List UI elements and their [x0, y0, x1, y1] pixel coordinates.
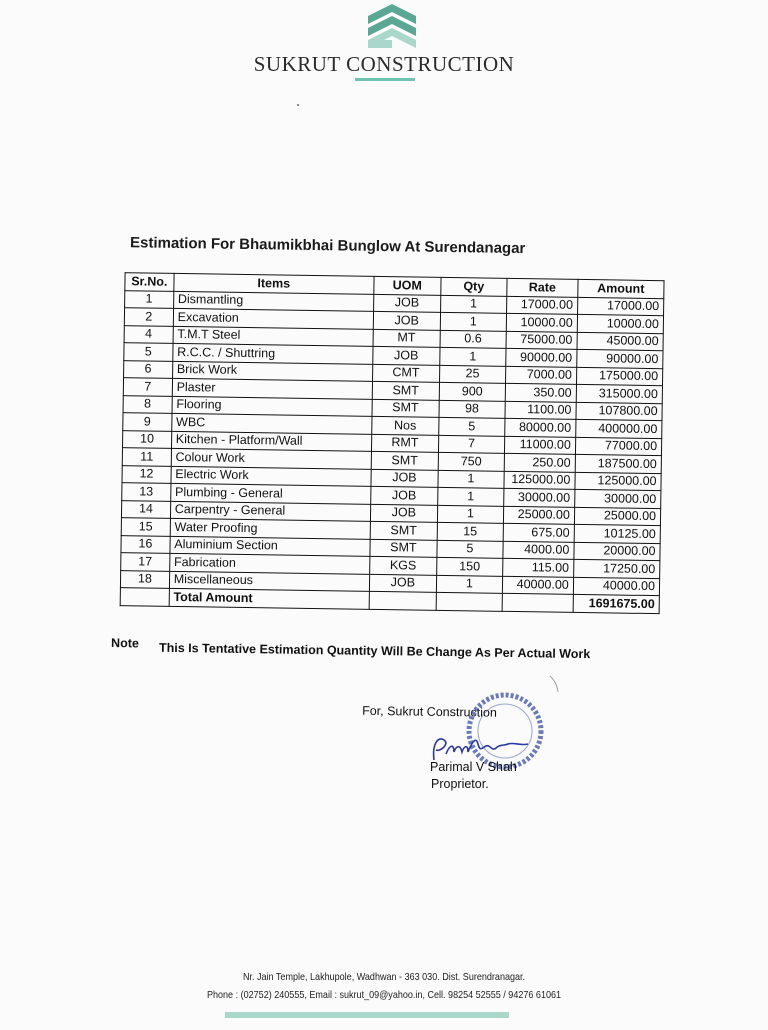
row-sr-no: 7 [123, 378, 172, 396]
total-blank-sr [120, 588, 169, 606]
row-amount: 17250.00 [573, 559, 659, 578]
row-amount: 187500.00 [575, 454, 661, 473]
row-uom: JOB [370, 504, 437, 522]
row-qty: 1 [436, 575, 503, 593]
row-uom: KGS [370, 556, 437, 574]
row-amount: 40000.00 [573, 577, 659, 596]
row-item: T.M.T Steel [173, 326, 373, 346]
row-uom: SMT [370, 539, 437, 557]
company-name: SUKRUT CONSTRUCTION [253, 52, 515, 76]
row-item: Plumbing - General [170, 483, 370, 503]
row-amount: 125000.00 [575, 472, 661, 491]
row-rate: 350.00 [505, 383, 576, 402]
row-uom: RMT [371, 434, 438, 452]
row-amount: 400000.00 [576, 419, 662, 438]
row-sr-no: 14 [121, 500, 170, 518]
estimation-title: Estimation For Bhaumikbhai Bunglow At Surendanagar [129, 234, 526, 258]
total-blank-rate [502, 593, 573, 612]
row-rate: 30000.00 [504, 488, 575, 507]
row-qty: 98 [439, 400, 506, 418]
row-sr-no: 12 [122, 465, 171, 483]
row-sr-no: 15 [121, 518, 170, 536]
row-item: WBC [171, 413, 371, 433]
row-uom: JOB [373, 311, 440, 329]
row-uom: Nos [372, 416, 439, 434]
row-sr-no: 11 [122, 448, 171, 466]
row-uom: JOB [373, 294, 440, 312]
row-item: Electric Work [171, 466, 371, 486]
total-blank-qty [436, 592, 503, 610]
row-qty: 1 [437, 505, 504, 523]
row-item: Miscellaneous [169, 571, 369, 591]
row-sr-no: 5 [124, 343, 173, 361]
row-amount: 20000.00 [574, 542, 660, 561]
row-amount: 90000.00 [577, 349, 663, 368]
row-qty: 1 [437, 487, 504, 505]
footer-address: Nr. Jain Temple, Lakhupole, Wadhwan - 363 030. Dist. Surendranagar. [242, 971, 526, 983]
row-qty: 1 [440, 347, 507, 365]
col-header-items: Items [174, 273, 374, 293]
row-amount: 315000.00 [576, 384, 662, 403]
note-text: This Is Tentative Estimation Quantity Will Be Change As Per Actual Work [158, 640, 591, 662]
row-item: Brick Work [172, 361, 372, 381]
row-item: Carpentry - General [170, 501, 370, 521]
row-uom: SMT [372, 381, 439, 399]
table-body [120, 290, 663, 595]
row-item: Colour Work [171, 448, 371, 468]
col-header-uom: UOM [374, 276, 441, 294]
row-amount: 107800.00 [576, 402, 662, 421]
row-rate: 25000.00 [503, 506, 574, 525]
row-qty: 25 [439, 365, 506, 383]
row-qty: 900 [439, 382, 506, 400]
signatory-title: Proprietor. [431, 777, 489, 791]
row-item: Plaster [172, 378, 372, 398]
pen-mark [548, 674, 560, 694]
col-header-sr: Sr.No. [125, 273, 174, 291]
row-uom: SMT [372, 399, 439, 417]
col-header-rate: Rate [507, 278, 578, 297]
row-item: Water Proofing [170, 518, 370, 538]
row-sr-no: 16 [121, 535, 170, 553]
row-amount: 10125.00 [574, 524, 660, 543]
row-qty: 7 [438, 435, 505, 453]
row-qty: 1 [438, 470, 505, 488]
row-qty: 750 [438, 452, 505, 470]
row-sr-no: 17 [121, 553, 170, 571]
row-qty: 1 [440, 312, 507, 330]
row-uom: SMT [371, 451, 438, 469]
row-uom: JOB [369, 574, 436, 592]
row-sr-no: 9 [123, 413, 172, 431]
row-item: Fabrication [169, 553, 369, 573]
row-rate: 7000.00 [506, 366, 577, 385]
note-label: Note [111, 636, 139, 651]
row-uom: SMT [370, 521, 437, 539]
row-qty: 150 [436, 557, 503, 575]
footer-accent-bar [225, 1012, 509, 1018]
row-item: Excavation [173, 308, 373, 328]
row-qty: 1 [440, 295, 507, 313]
row-item: Kitchen - Platform/Wall [171, 431, 371, 451]
row-sr-no: 2 [124, 308, 173, 326]
row-qty: 5 [438, 417, 505, 435]
footer [54, 968, 714, 1004]
for-company-text: For, Sukrut Construction [362, 703, 497, 720]
row-sr-no: 1 [125, 290, 174, 308]
row-rate: 4000.00 [503, 541, 574, 560]
row-uom: JOB [371, 486, 438, 504]
row-sr-no: 6 [124, 360, 173, 378]
row-rate: 10000.00 [506, 313, 577, 332]
row-qty: 0.6 [440, 330, 507, 348]
signatory-name: Parimal V Shah [430, 760, 517, 774]
row-qty: 5 [437, 540, 504, 558]
row-item: Flooring [172, 396, 372, 416]
row-sr-no: 10 [123, 430, 172, 448]
row-uom: MT [373, 329, 440, 347]
row-rate: 80000.00 [505, 418, 576, 437]
col-header-amount: Amount [578, 279, 664, 298]
row-uom: JOB [371, 469, 438, 487]
row-qty: 15 [437, 522, 504, 540]
row-sr-no: 13 [122, 483, 171, 501]
row-rate: 1100.00 [505, 401, 576, 420]
row-rate: 675.00 [503, 523, 574, 542]
row-rate: 40000.00 [502, 576, 573, 595]
row-item: Dismantling [173, 291, 373, 311]
row-amount: 77000.00 [575, 437, 661, 456]
total-amount: 1691675.00 [573, 594, 659, 613]
row-sr-no: 4 [124, 325, 173, 343]
row-amount: 17000.00 [577, 297, 663, 316]
row-rate: 115.00 [503, 558, 574, 577]
estimation-table [120, 272, 665, 613]
row-amount: 25000.00 [574, 507, 660, 526]
total-blank-uom [369, 591, 436, 609]
row-amount: 30000.00 [574, 489, 660, 508]
footer-contact: Phone : (02752) 240555, Email : sukrut_09@yahoo.in, Cell. 98254 52555 / 94276 61061 [206, 989, 562, 1001]
row-rate: 125000.00 [504, 471, 575, 490]
row-rate: 250.00 [504, 453, 575, 472]
row-uom: JOB [373, 346, 440, 364]
row-sr-no: 8 [123, 395, 172, 413]
row-uom: CMT [372, 364, 439, 382]
row-amount: 10000.00 [577, 314, 663, 333]
row-rate: 17000.00 [507, 296, 578, 315]
row-amount: 45000.00 [577, 332, 663, 351]
col-header-qty: Qty [441, 277, 508, 295]
row-rate: 90000.00 [506, 348, 577, 367]
row-rate: 11000.00 [504, 436, 575, 455]
row-rate: 75000.00 [506, 331, 577, 350]
row-sr-no: 18 [120, 570, 169, 588]
total-label: Total Amount [169, 588, 369, 608]
row-item: R.C.C. / Shuttring [173, 343, 373, 363]
row-amount: 175000.00 [576, 367, 662, 386]
row-item: Aluminium Section [170, 536, 370, 556]
